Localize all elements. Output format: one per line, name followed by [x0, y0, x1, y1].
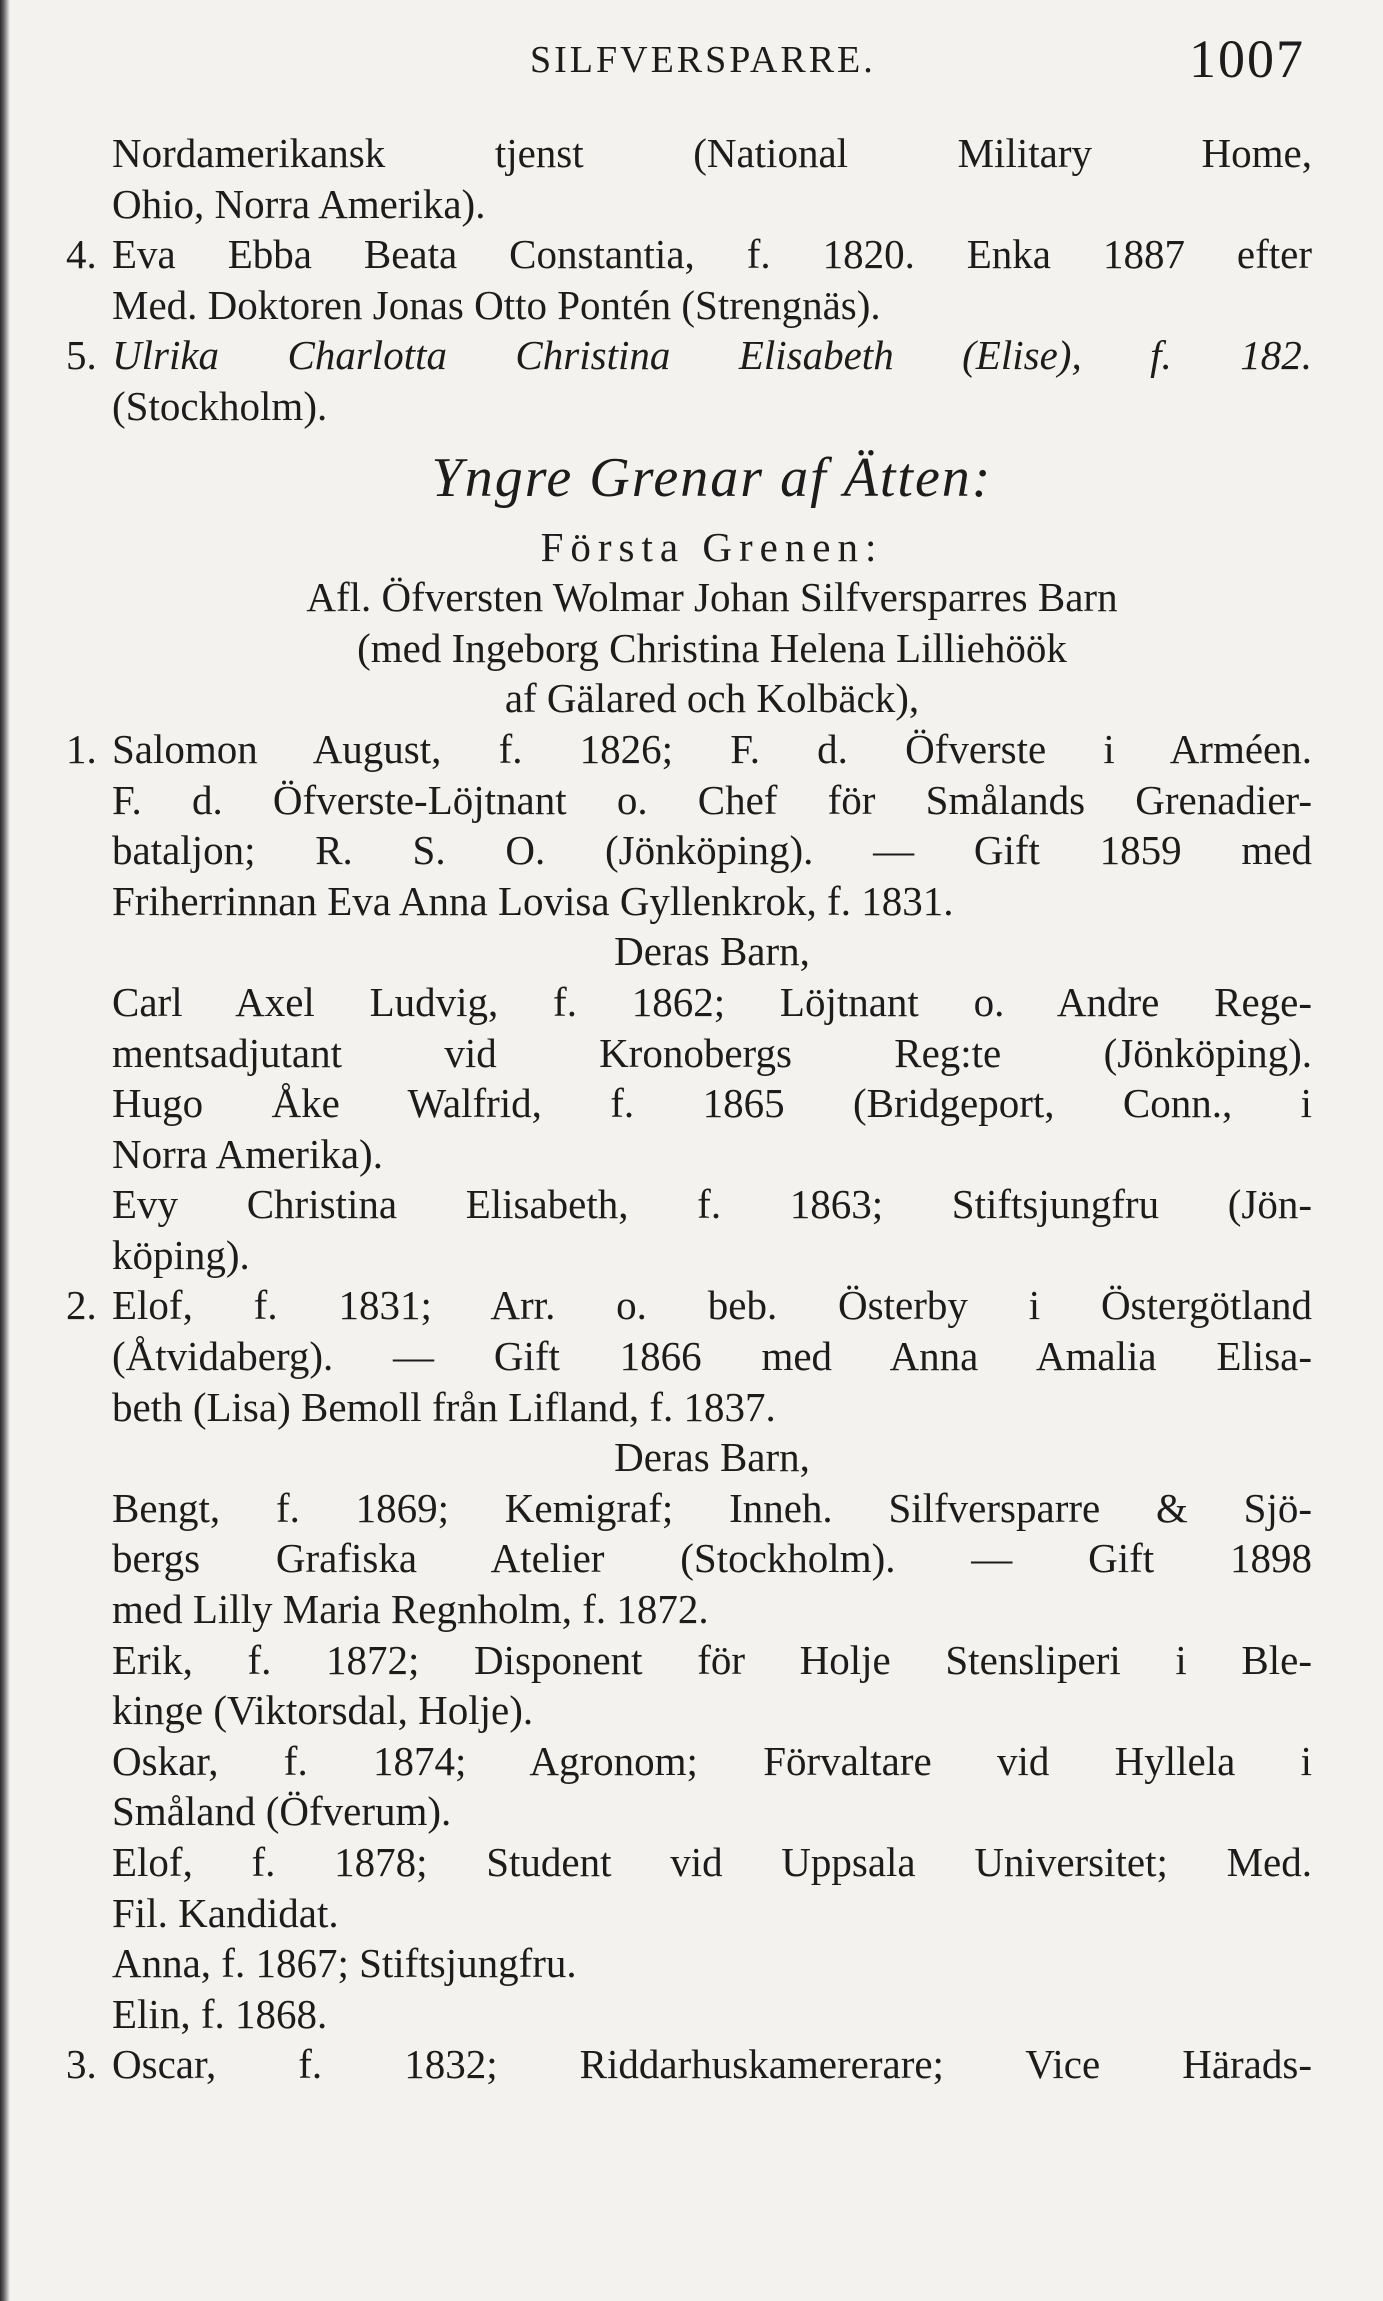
- line-text: köping).: [112, 1231, 250, 1278]
- text-line: [112, 1331, 1312, 1382]
- line-text: Elof, f. 1878; Student vid Uppsala Universitet; Med.: [112, 1839, 1312, 1885]
- line-text: Afl. Öfversten Wolmar Johan Silfversparres Barn: [306, 574, 1118, 621]
- line-text: Ohio, Norra Amerika).: [112, 180, 486, 227]
- text-line: [112, 1533, 1312, 1584]
- running-head: SILFVERSPARRE.: [530, 39, 876, 81]
- entry-number: 2.: [66, 1282, 97, 1329]
- entry-line: [66, 229, 1312, 280]
- text-line: [112, 825, 1312, 876]
- subsection-heading: Första Grenen:: [540, 523, 884, 570]
- text-line: [112, 1786, 1312, 1837]
- line-text: med Lilly Maria Regnholm, f. 1872.: [112, 1586, 709, 1633]
- line-text: Oskar, f. 1874; Agronom; Förvaltare vid Hyllela i: [112, 1737, 1312, 1784]
- line-text: bataljon; R. S. O. (Jönköping). — Gift 1859 med: [112, 827, 1312, 874]
- child-entry-line: [112, 1078, 1312, 1129]
- child-entry-line: [112, 1179, 1312, 1230]
- line-text: Evy Christina Elisabeth, f. 1863; Stiftsjungfru (Jön-: [112, 1181, 1312, 1228]
- line-text: Nordamerikansk tjenst (National Military Home,: [112, 130, 1312, 176]
- text-line: [112, 381, 1312, 432]
- child-entry-line: [112, 1837, 1312, 1888]
- line-text: bergs Grafiska Atelier (Stockholm). — Gift 1898: [112, 1535, 1312, 1582]
- line-text: Elin, f. 1868.: [112, 1990, 328, 2037]
- entry-number: 1.: [66, 725, 97, 772]
- text-line: [112, 775, 1312, 826]
- line-text: Deras Barn,: [614, 1434, 810, 1481]
- text-line: [112, 1382, 1312, 1433]
- line-text: Norra Amerika).: [112, 1130, 383, 1177]
- child-entry-line: [112, 1989, 1312, 2040]
- text-line: [112, 1129, 1312, 1180]
- entry-line: [66, 724, 1312, 775]
- line-text: Hugo Åke Walfrid, f. 1865 (Bridgeport, Conn., i: [112, 1080, 1312, 1127]
- line-text: Erik, f. 1872; Disponent för Holje Stensliperi i Ble-: [112, 1636, 1312, 1683]
- line-text: (Åtvidaberg). — Gift 1866 med Anna Amalia Elisa-: [112, 1333, 1312, 1380]
- children-heading: [112, 926, 1312, 977]
- text-line: [112, 179, 1312, 230]
- page-header: [120, 28, 1323, 88]
- line-text: Anna, f. 1867; Stiftsjungfru.: [112, 1940, 577, 1987]
- line-text: (med Ingeborg Christina Helena Lilliehöök: [357, 624, 1067, 671]
- text-line: [112, 1685, 1312, 1736]
- line-text: Deras Barn,: [614, 928, 810, 975]
- line-text: Ulrika Charlotta Christina Elisabeth (Elise), f. 182.: [112, 332, 1312, 379]
- line-text: Eva Ebba Beata Constantia, f. 1820. Enka 1887 efter: [112, 231, 1312, 278]
- line-text: Oscar, f. 1832; Riddarhuskamererare; Vice Härads-: [112, 2041, 1312, 2088]
- line-text: Salomon August, f. 1826; F. d. Öfverste i Arméen.: [112, 725, 1312, 772]
- line-text: Bengt, f. 1869; Kemigraf; Inneh. Silfversparre & Sjö-: [112, 1484, 1312, 1531]
- child-entry-line: [112, 1938, 1312, 1989]
- text-line: [112, 128, 1312, 179]
- entry-line: [66, 330, 1312, 381]
- line-text: Friherrinnan Eva Anna Lovisa Gyllenkrok, f. 1831.: [112, 877, 954, 924]
- section-heading: Yngre Grenar af Ätten:: [431, 446, 993, 509]
- page-number: 1007: [1189, 29, 1305, 89]
- child-entry-line: [112, 977, 1312, 1028]
- text-line: [112, 1028, 1312, 1079]
- entry-number: 3.: [66, 2041, 97, 2088]
- text-line: [112, 1584, 1312, 1635]
- entry-line: [66, 2039, 1312, 2090]
- line-text: Carl Axel Ludvig, f. 1862; Löjtnant o. Andre Rege-: [112, 978, 1312, 1025]
- text-line: [112, 1230, 1312, 1281]
- line-text: Elof, f. 1831; Arr. o. beb. Österby i Östergötland: [112, 1282, 1312, 1329]
- line-text: Fil. Kandidat.: [112, 1889, 339, 1936]
- line-text: (Stockholm).: [112, 382, 328, 429]
- line-text: Med. Doktoren Jonas Otto Pontén (Strengnäs).: [112, 281, 881, 328]
- child-entry-line: [112, 1736, 1312, 1787]
- line-text: af Gälared och Kolbäck),: [504, 675, 920, 722]
- text-line: [112, 280, 1312, 331]
- line-text: F. d. Öfverste-Löjtnant o. Chef för Smålands Grenadier-: [112, 776, 1312, 823]
- page-edge-shadow: [0, 0, 10, 2301]
- page-body: [66, 128, 1312, 2090]
- text-line: [112, 876, 1312, 927]
- line-text: Småland (Öfverum).: [112, 1788, 452, 1835]
- line-text: beth (Lisa) Bemoll från Lifland, f. 1837.: [112, 1383, 776, 1430]
- line-text: kinge (Viktorsdal, Holje).: [112, 1687, 534, 1734]
- text-line: [112, 673, 1312, 724]
- children-heading: [112, 1432, 1312, 1483]
- text-line: [112, 1888, 1312, 1939]
- line-text: mentsadjutant vid Kronobergs Reg:te (Jönköping).: [112, 1029, 1312, 1076]
- child-entry-line: [112, 1483, 1312, 1534]
- entry-number: 5.: [66, 332, 97, 379]
- text-line: [112, 572, 1312, 623]
- child-entry-line: [112, 1635, 1312, 1686]
- text-line: [112, 623, 1312, 674]
- entry-number: 4.: [66, 231, 97, 278]
- entry-line: [66, 1280, 1312, 1331]
